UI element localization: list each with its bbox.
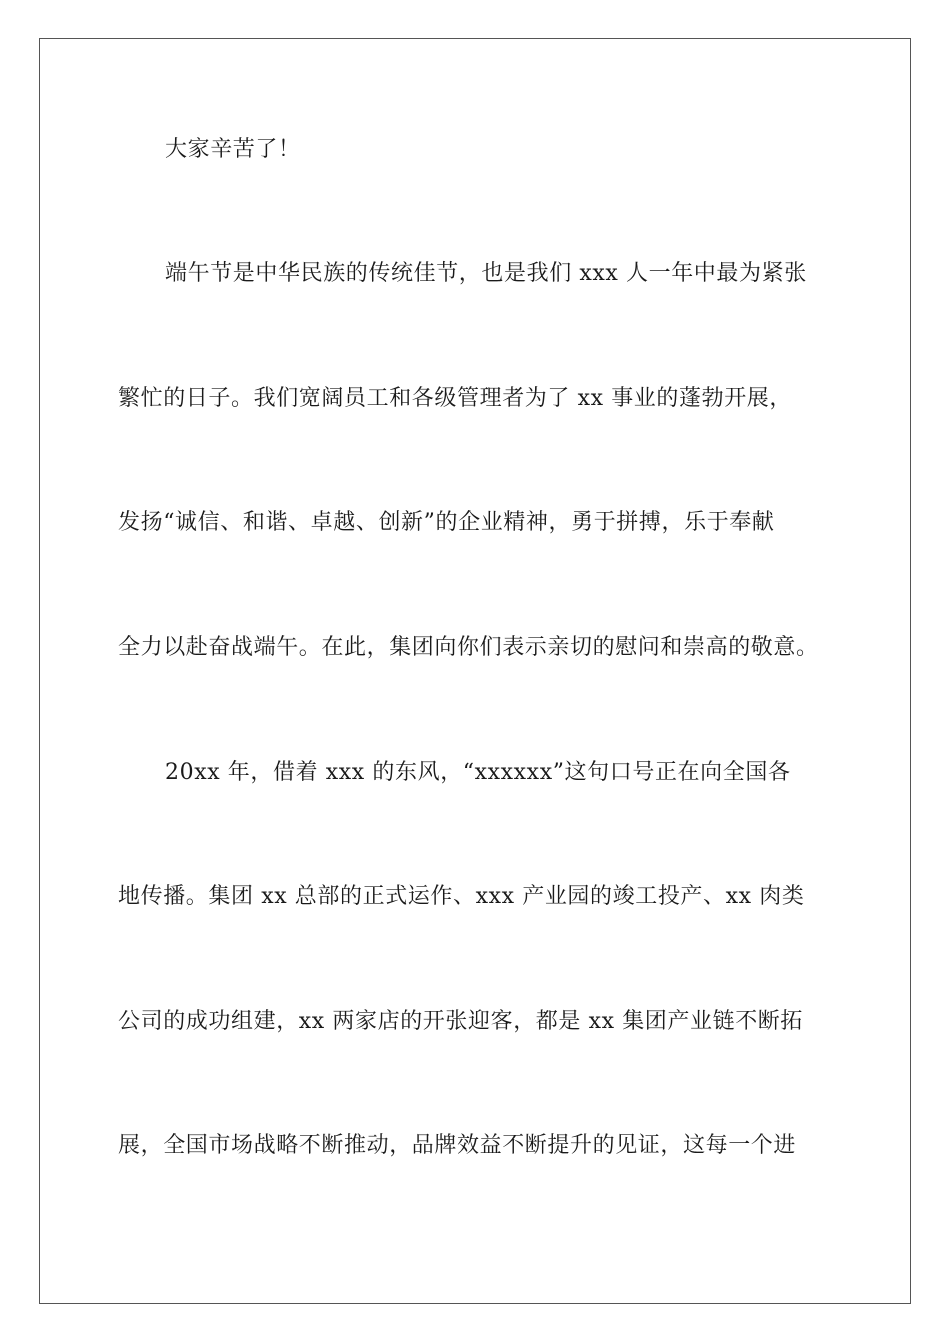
paragraph-line: 地传播。集团 xx 总部的正式运作、xxx 产业园的竣工投产、xx 肉类 bbox=[118, 884, 805, 909]
paragraph-line: 全力以赴奋战端午。在此，集团向你们表示亲切的慰问和崇高的敬意。 bbox=[118, 635, 819, 660]
paragraph-line: 展，全国市场战略不断推动，品牌效益不断提升的见证，这每一个进 bbox=[118, 1133, 797, 1158]
page-border bbox=[39, 38, 911, 1304]
paragraph-line: 20xx 年，借着 xxx 的东风，“xxxxxx”这句口号正在向全国各 bbox=[165, 760, 791, 785]
paragraph-line: 公司的成功组建，xx 两家店的开张迎客，都是 xx 集团产业链不断拓 bbox=[118, 1009, 804, 1034]
paragraph-line: 端午节是中华民族的传统佳节，也是我们 xxx 人一年中最为紧张 bbox=[165, 261, 807, 286]
paragraph-greeting: 大家辛苦了！ bbox=[165, 137, 301, 162]
paragraph-line: 发扬“诚信、和谐、卓越、创新”的企业精神，勇于拼搏，乐于奉献 bbox=[118, 510, 775, 535]
paragraph-line: 繁忙的日子。我们宽阔员工和各级管理者为了 xx 事业的蓬勃开展， bbox=[118, 386, 793, 411]
